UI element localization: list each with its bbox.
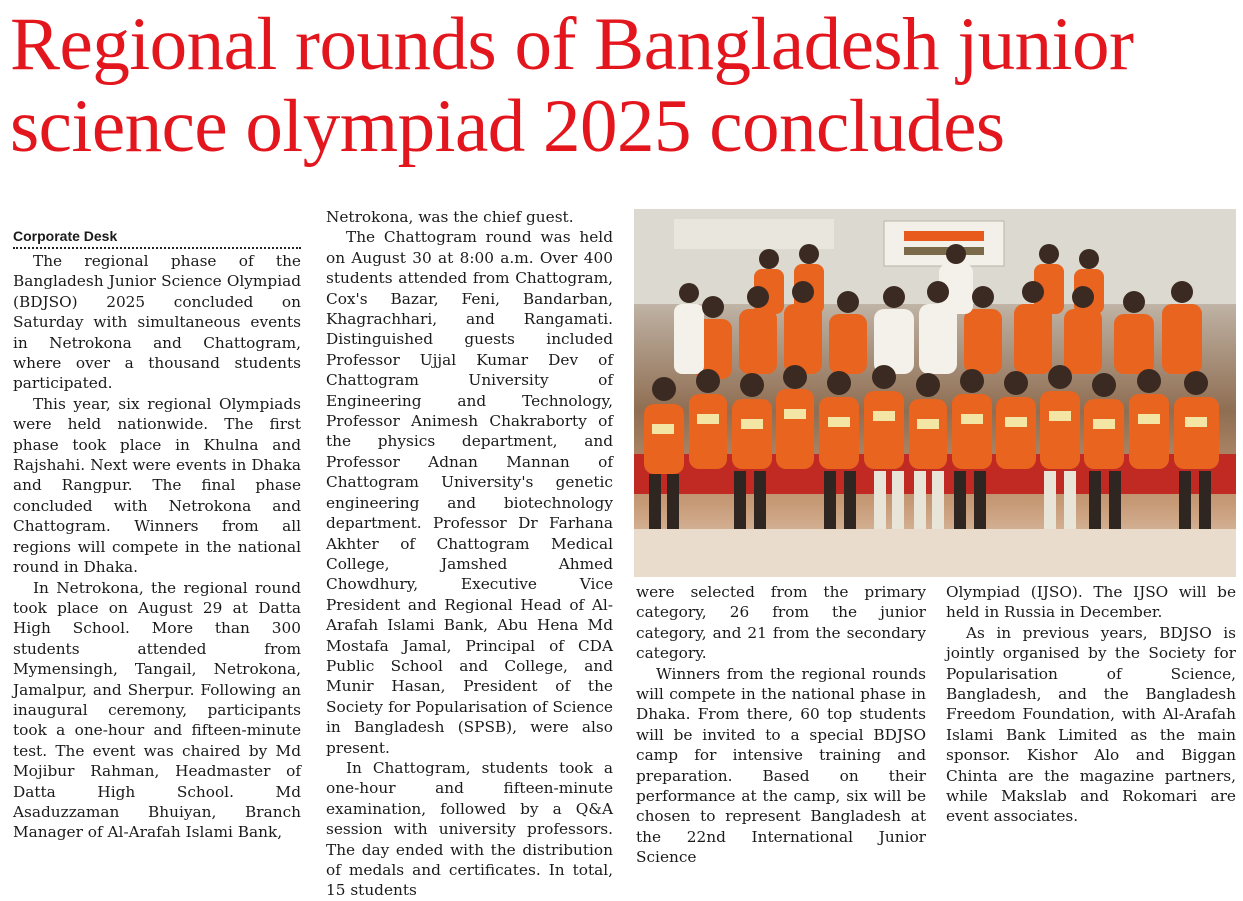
paragraph: were selected from the primary category, 26 from the junior category, and 21 from the secondary category. — [636, 583, 926, 663]
paragraph: The regional phase of the Bangladesh Junior Science Olympiad (BDJSO) 2025 concluded on Saturday with simultaneous events in Netrokona and Chattogram, where over a thousand students participated. — [13, 252, 301, 393]
paragraph: This year, six regional Olympiads were held nationwide. The first phase took place in Khulna and Rajshahi. Next were events in Dhaka and Rangpur. The final phase concluded with Netrokona and Chattogram. Winners from all regions will compete in the national round in Dhaka. — [13, 394, 301, 577]
article-column-1 — [13, 227, 301, 842]
paragraph: Olympiad (IJSO). The IJSO will be held in Russia in December. — [946, 583, 1236, 622]
paragraph: As in previous years, BDJSO is jointly organised by the Society for Popularisation of Science, Bangladesh, and the Bangladesh Freedom Foundation, with Al-Arafah Islami Bank Limited as the main sponsor. Kishor Alo and Biggan Chinta are the magazine partners, while Makslab and Rokomari are event associates. — [946, 623, 1236, 826]
paragraph: The Chattogram round was held on August 30 at 8:00 a.m. Over 400 students attended from Chattogram, Cox's Bazar, Feni, Bandarban, Khagrachhari, and Rangamati. Distinguished guests included Professor Ujjal Kumar Dev of Chattogram University of Engineering and Technology, Professor Animesh Chakraborty of the physics department, and Professor Adnan Mannan of Chattogram University's genetic engineering and biotechnology department. Professor Dr Farhana Akhter of Chattogram Medical College, Jamshed Ahmed Chowdhury, Executive Vice President and Regional Head of Al-Arafah Islami Bank, Abu Hena Md Mostafa Jamal, Principal of CDA Public School and College, and Munir Hasan, President of the Society for Popularisation of Science in Bangladesh (SPSB), were also present. — [326, 228, 613, 757]
byline: Corporate Desk — [13, 227, 301, 249]
paragraph: In Netrokona, the regional round took place on August 29 at Datta High School. More than 300 students attended from Mymensingh, Tangail, Netrokona, Jamalpur, and Sherpur. Following an inaugural ceremony, participants took a one-hour and fifteen-minute test. The event was chaired by Md Mojibur Rahman, Headmaster of Datta High School. Md Asaduzzaman Bhuiyan, Branch Manager of Al-Arafah Islami Bank, — [13, 578, 301, 842]
headline-line-2: science olympiad 2025 concludes — [10, 85, 1005, 168]
paragraph: In Chattogram, students took a one-hour and fifteen-minute examination, followed by a Q&A session with university professors. The day ended with the distribution of medals and certificates. In total, 15 students — [326, 758, 613, 900]
article-column-4 — [946, 582, 1236, 830]
group-photo — [634, 209, 1236, 577]
headline — [10, 4, 1235, 168]
headline-line-1: Regional rounds of Bangladesh junior — [10, 3, 1134, 86]
paragraph: Winners from the regional rounds will compete in the national phase in Dhaka. From there, 60 top students will be invited to a special BDJSO camp for intensive training and preparation. Based on their performance at the camp, six will be chosen to represent Bangladesh at the 22nd International Junior Science — [636, 664, 926, 867]
group-photo-icon — [634, 209, 1236, 577]
article-column-3 — [636, 582, 926, 867]
article-column-2 — [326, 207, 613, 900]
paragraph: Netrokona, was the chief guest. — [326, 208, 574, 226]
